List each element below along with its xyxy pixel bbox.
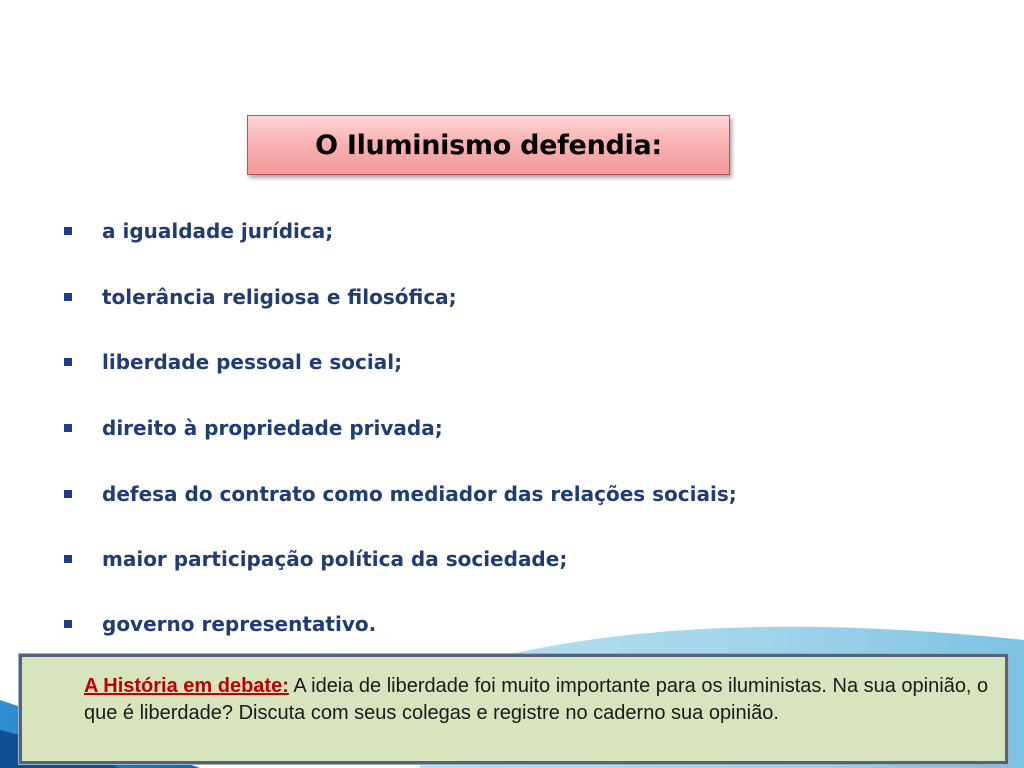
square-bullet-icon <box>64 227 72 235</box>
list-item-text: governo representativo. <box>102 612 377 636</box>
square-bullet-icon <box>64 555 72 563</box>
list-item-text: a igualdade jurídica; <box>102 219 334 243</box>
debate-text: A ideia de liberdade foi muito importante para os iluministas. Na sua opinião, o que é liberdade? Discuta com seus colegas e registre no caderno sua opinião. <box>84 675 989 724</box>
list-item-text: liberdade pessoal e social; <box>102 350 403 374</box>
square-bullet-icon <box>64 490 72 498</box>
list-item <box>64 609 376 639</box>
slide-title: O Iluminismo defendia: <box>315 129 662 161</box>
list-item <box>64 347 402 377</box>
debate-paragraph <box>84 673 994 727</box>
square-bullet-icon <box>64 620 72 628</box>
list-item <box>64 479 737 509</box>
square-bullet-icon <box>64 358 72 366</box>
list-item <box>64 216 333 246</box>
debate-box <box>19 654 1008 764</box>
square-bullet-icon <box>64 293 72 301</box>
list-item-text: maior participação política da sociedade; <box>102 547 568 571</box>
list-item-text: defesa do contrato como mediador das relações sociais; <box>102 482 737 506</box>
debate-label: A História em debate: <box>84 675 289 697</box>
list-item <box>64 413 443 443</box>
list-item <box>64 282 457 312</box>
title-box <box>247 115 730 175</box>
list-item-text: tolerância religiosa e filosófica; <box>102 285 457 309</box>
list-item <box>64 544 567 574</box>
list-item-text: direito à propriedade privada; <box>102 416 443 440</box>
square-bullet-icon <box>64 424 72 432</box>
